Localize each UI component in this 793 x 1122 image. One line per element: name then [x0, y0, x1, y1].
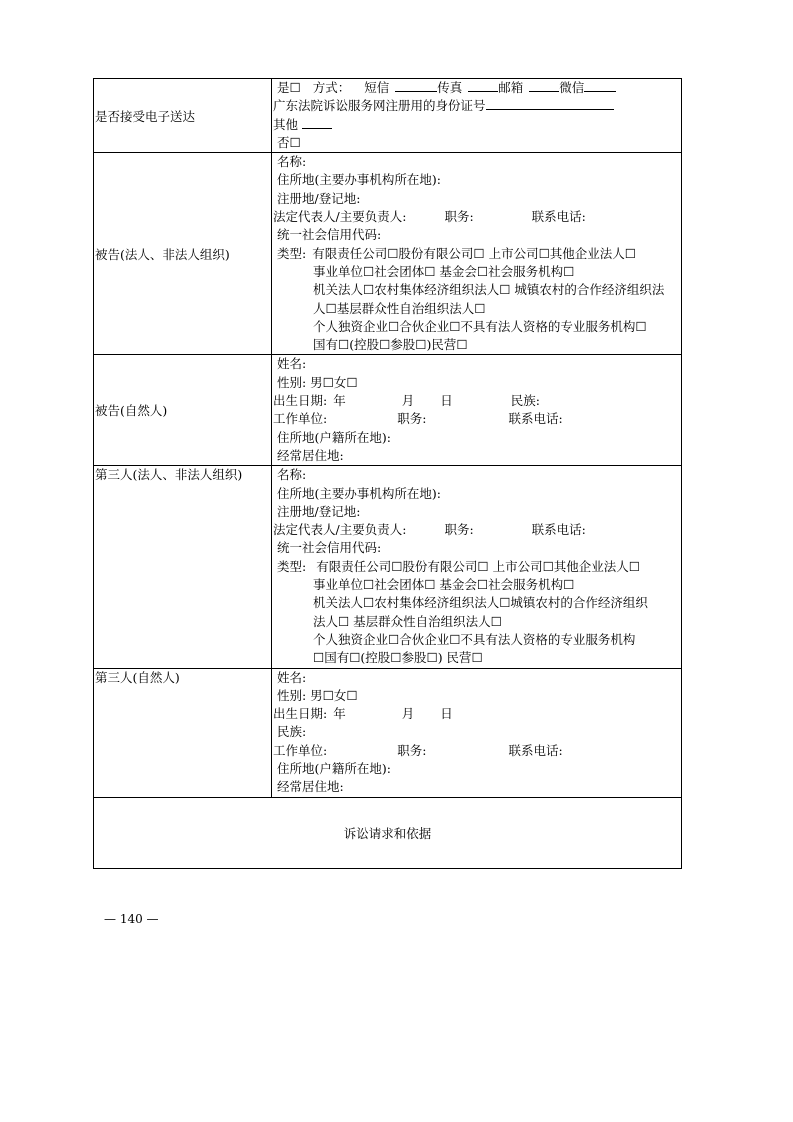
org-type-line-6: 国有☐(控股☐参股☐)民营☐ [313, 337, 468, 353]
defendant-person-row [94, 355, 682, 466]
org-registered-field[interactable]: 注册地/登记地: [277, 190, 361, 206]
id-number-field[interactable] [486, 97, 614, 110]
third-org-type-line-5: 个人独资企业☐合伙企业☐不具有法人资格的专业服务机构 [313, 631, 636, 647]
org-name-field[interactable]: 名称: [277, 154, 307, 170]
id-number-line: 广东法院诉讼服务网注册用的身份证号 [273, 97, 681, 115]
defendant-org-row [94, 153, 682, 355]
person-name-field[interactable]: 姓名: [277, 356, 307, 372]
org-type-line-2: 事业单位☐社会团体☐ 基金会☐社会服务机构☐ [313, 263, 575, 279]
email-field[interactable] [529, 79, 559, 92]
third-person-name-field[interactable]: 姓名: [277, 669, 307, 685]
third-org-row [94, 466, 682, 668]
org-type-line-5: 个人独资企业☐合伙企业☐不具有法人资格的专业服务机构☐ [313, 318, 647, 334]
page-number: — 140 — [104, 912, 159, 926]
no-checkbox[interactable]: 否☐ [277, 134, 301, 150]
org-rep-line: 法定代表人/主要负责人: 职务: 联系电话: [273, 209, 586, 225]
third-org-type-line-3: 机关法人☐农村集体经济组织法人☐城镇农村的合作经济组织 [313, 595, 648, 611]
defendant-org-body [272, 153, 682, 355]
claims-heading: 诉讼请求和依据 [94, 797, 682, 868]
third-person-gender-field[interactable]: 性别: 男☐女☐ [277, 687, 358, 703]
defendant-person-body [272, 355, 682, 466]
delivery-method-line: 是☐ 方式： 短信 传真 邮箱 微信 [273, 79, 681, 97]
claims-row [94, 797, 682, 868]
third-person-ethnicity-field[interactable]: 民族: [277, 724, 307, 740]
org-type-line-1: 类型: 有限责任公司☐股份有限公司☐ 上市公司☐其他企业法人☐ [277, 245, 637, 261]
person-work-line: 工作单位: 职务: 联系电话: [273, 411, 563, 427]
third-org-body [272, 466, 682, 668]
third-org-name-field[interactable]: 名称: [277, 467, 307, 483]
third-org-label: 第三人(法人、非法人组织) [94, 466, 272, 668]
org-type-line-4: 人☐基层群众性自治组织法人☐ [313, 300, 486, 316]
third-person-domicile-field[interactable]: 住所地(户籍所在地): [277, 760, 391, 776]
org-credit-code-field[interactable]: 统一社会信用代码: [277, 227, 382, 243]
person-residence-field[interactable]: 经常居住地: [277, 447, 344, 463]
third-org-credit-code-field[interactable]: 统一社会信用代码: [277, 540, 382, 556]
third-person-label: 第三人(自然人) [94, 668, 272, 797]
third-org-type-line-6: ☐国有☐(控股☐参股☐) 民营☐ [313, 650, 483, 666]
person-domicile-field[interactable]: 住所地(户籍所在地): [277, 429, 391, 445]
org-address-field[interactable]: 住所地(主要办事机构所在地): [277, 172, 441, 188]
person-gender-field[interactable]: 性别: 男☐女☐ [277, 374, 358, 390]
litigation-form-table [93, 78, 682, 869]
third-person-residence-field[interactable]: 经常居住地: [277, 779, 344, 795]
sms-field[interactable] [395, 79, 437, 92]
third-person-row [94, 668, 682, 797]
yes-checkbox[interactable]: 是☐ [277, 80, 301, 95]
third-person-birth-line: 出生日期: 年 月 日 [273, 706, 453, 722]
third-org-type-line-1: 类型: 有限责任公司☐股份有限公司☐ 上市公司☐其他企业法人☐ [277, 558, 641, 574]
person-birth-line: 出生日期: 年 月 日 民族: [273, 393, 540, 409]
third-org-address-field[interactable]: 住所地(主要办事机构所在地): [277, 485, 441, 501]
fax-field[interactable] [468, 79, 498, 92]
electronic-delivery-row [94, 79, 682, 153]
third-org-type-line-4: 法人☐ 基层群众性自治组织法人☐ [313, 613, 502, 629]
third-org-type-line-2: 事业单位☐社会团体☐ 基金会☐社会服务机构☐ [313, 577, 575, 593]
third-person-body [272, 668, 682, 797]
org-type-line-3: 机关法人☐农村集体经济组织法人☐ 城镇农村的合作经济组织法 [313, 282, 665, 298]
other-field[interactable] [302, 116, 332, 129]
electronic-delivery-label: 是否接受电子送达 [94, 79, 272, 153]
other-line: 其他 [273, 116, 681, 134]
defendant-org-label: 被告(法人、非法人组织) [94, 153, 272, 355]
defendant-person-label: 被告(自然人) [94, 355, 272, 466]
wechat-field[interactable] [584, 79, 616, 92]
electronic-delivery-body [272, 79, 682, 153]
third-org-rep-line: 法定代表人/主要负责人: 职务: 联系电话: [273, 522, 586, 538]
third-person-work-line: 工作单位: 职务: 联系电话: [273, 742, 563, 758]
third-org-registered-field[interactable]: 注册地/登记地: [277, 503, 361, 519]
